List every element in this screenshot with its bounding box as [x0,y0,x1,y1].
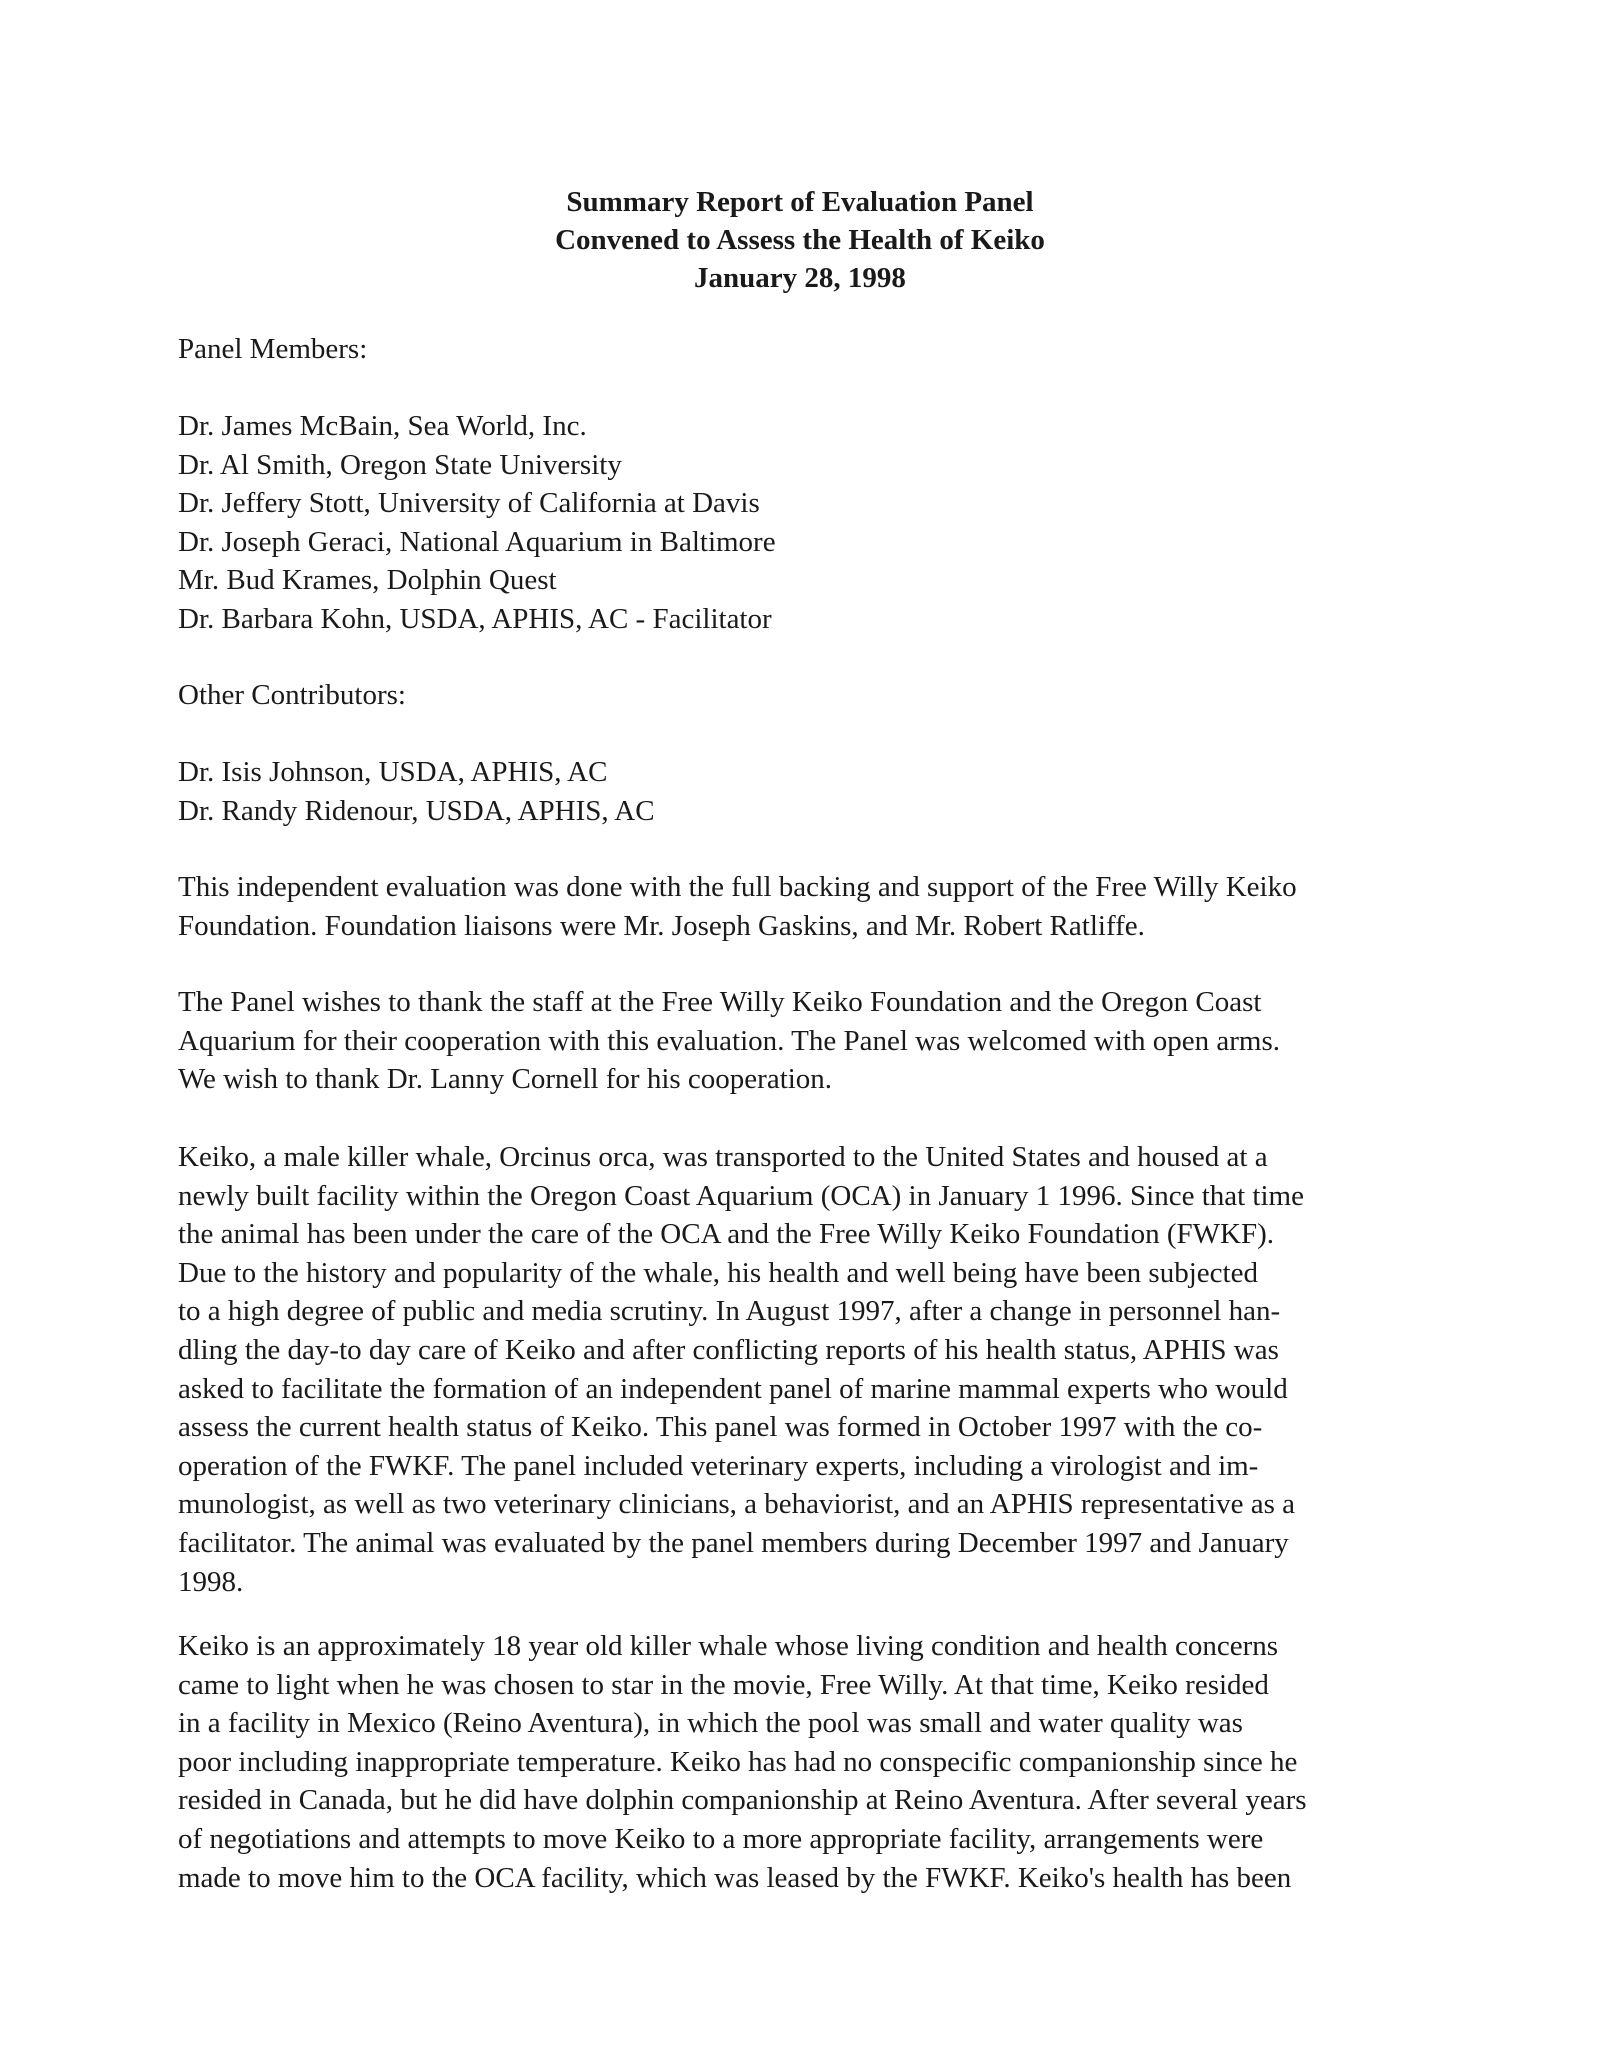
paragraph-line: This independent evaluation was done with the full backing and support of the Free Willy Keiko [178,871,1297,903]
other-contributors-heading [178,676,1438,715]
paragraph-line: The Panel wishes to thank the staff at the Free Willy Keiko Foundation and the Oregon Coast [178,986,1262,1018]
paragraph-line: asked to facilitate the formation of an independent panel of marine mammal experts who would [178,1372,1288,1405]
panel-members-label: Panel Members: [178,333,368,365]
paragraph-line: operation of the FWKF. The panel included veterinary experts, including a virologist and im- [178,1449,1259,1482]
paragraph-line: in a facility in Mexico (Reino Aventura), in which the pool was small and water quality was [178,1707,1243,1740]
other-contributors-label: Other Contributors: [178,679,406,711]
panel-member: Dr. James McBain, Sea World, Inc. [178,410,587,442]
title-line-1: Summary Report of Evaluation Panel [566,186,1034,218]
paragraph-line: 1998. [178,1565,244,1598]
panel-member: Dr. Joseph Geraci, National Aquarium in Baltimore [178,525,776,558]
panel-member: Dr. Jeffery Stott, University of California at Davis [178,487,760,520]
paragraph-foundation-backing [178,868,1438,945]
paragraph-line: assess the current health status of Keiko. This panel was formed in October 1997 with the co- [178,1411,1263,1444]
paragraph-line: made to move him to the OCA facility, which was leased by the FWKF. Keiko's health has been [178,1861,1292,1894]
paragraph-line: Keiko, a male killer whale, Orcinus orca, was transported to the United States and housed at a [178,1141,1268,1173]
paragraph-line: Foundation. Foundation liaisons were Mr. Joseph Gaskins, and Mr. Robert Ratliffe. [178,909,1145,942]
paragraph-line: facilitator. The animal was evaluated by the panel members during December 1997 and January [178,1526,1289,1559]
paragraph-line: newly built facility within the Oregon Coast Aquarium (OCA) in January 1 1996. Since that time [178,1179,1304,1212]
panel-members-heading [178,330,1438,369]
paragraph-line: poor including inappropriate temperature. Keiko has had no conspecific companionship since he [178,1745,1298,1778]
paragraph-line: We wish to thank Dr. Lanny Cornell for his cooperation. [178,1063,833,1096]
paragraph-line: resided in Canada, but he did have dolphin companionship at Reino Aventura. After several years [178,1784,1307,1817]
paragraph-background [178,1138,1438,1601]
document-title [0,183,1600,297]
title-line-2: Convened to Assess the Health of Keiko [555,224,1045,256]
paragraph-line: the animal has been under the care of the OCA and the Free Willy Keiko Foundation (FWKF). [178,1218,1274,1251]
paragraph-line: munologist, as well as two veterinary clinicians, a behaviorist, and an APHIS representative as a [178,1488,1296,1521]
paragraph-line: dling the day-to day care of Keiko and after conflicting reports of his health status, APHIS was [178,1333,1279,1366]
paragraph-line: of negotiations and attempts to move Keiko to a more appropriate facility, arrangements were [178,1822,1264,1855]
other-contributors-list [178,753,1438,830]
panel-member: Mr. Bud Krames, Dolphin Quest [178,564,557,597]
contributor: Dr. Randy Ridenour, USDA, APHIS, AC [178,794,655,827]
title-date: January 28, 1998 [694,262,906,294]
paragraph-line: to a high degree of public and media scrutiny. In August 1997, after a change in personnel han- [178,1295,1281,1328]
paragraph-line: Keiko is an approximately 18 year old killer whale whose living condition and health concerns [178,1630,1279,1662]
paragraph-acknowledgements [178,983,1438,1099]
paragraph-line: Aquarium for their cooperation with this evaluation. The Panel was welcomed with open arms. [178,1024,1280,1057]
panel-member: Dr. Barbara Kohn, USDA, APHIS, AC - Facilitator [178,602,772,635]
panel-members-list [178,407,1438,639]
paragraph-line: came to light when he was chosen to star in the movie, Free Willy. At that time, Keiko resided [178,1668,1269,1701]
paragraph-line: Due to the history and popularity of the whale, his health and well being have been subjected [178,1256,1258,1289]
contributor: Dr. Isis Johnson, USDA, APHIS, AC [178,756,608,788]
paragraph-keiko-history [178,1627,1438,1897]
panel-member: Dr. Al Smith, Oregon State University [178,448,622,481]
